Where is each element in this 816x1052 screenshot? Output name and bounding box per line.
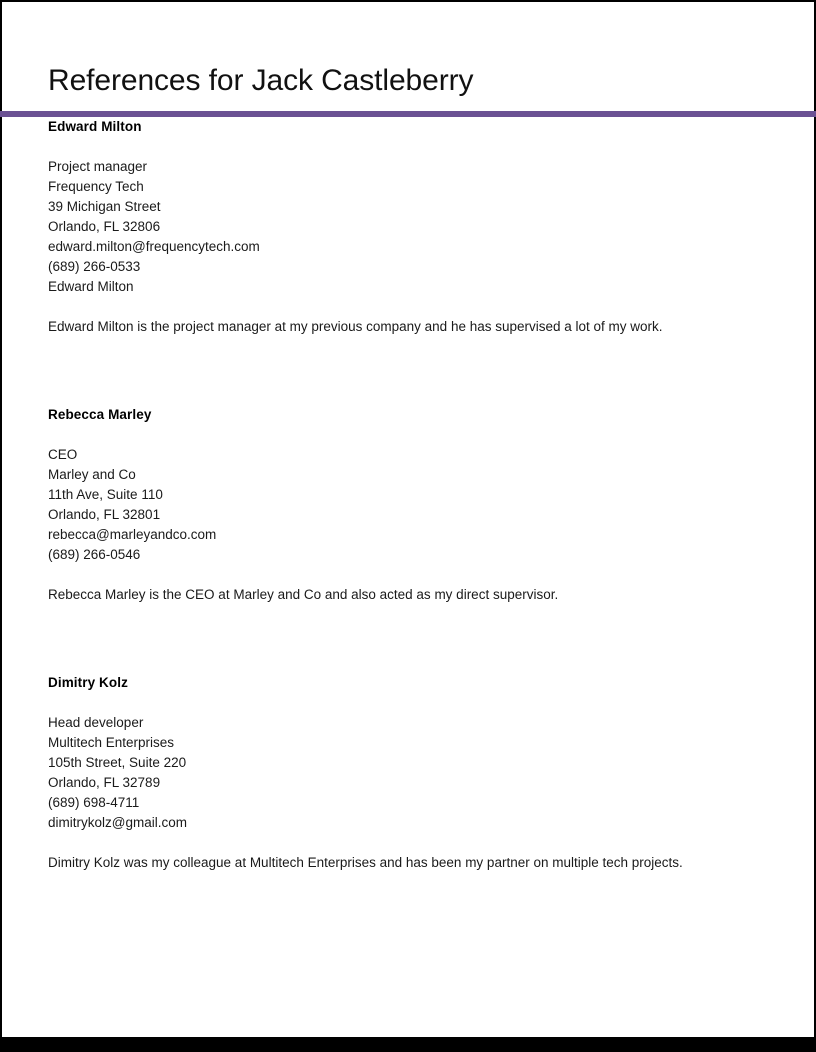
- page-border-bottom: [0, 1037, 816, 1052]
- reference-detail-line: (689) 698-4711: [48, 795, 140, 810]
- reference-entry: [0, 405, 816, 605]
- reference-detail-line: (689) 266-0546: [48, 547, 141, 562]
- reference-detail-line: CEO: [48, 447, 78, 462]
- reference-name: Dimitry Kolz: [48, 675, 128, 690]
- reference-detail-line: (689) 266-0533: [48, 259, 141, 274]
- reference-description: Rebecca Marley is the CEO at Marley and Co and also acted as my direct supervisor.: [48, 587, 559, 602]
- reference-name: Edward Milton: [48, 119, 142, 134]
- reference-contact-details: [48, 157, 768, 297]
- reference-detail-line: Multitech Enterprises: [48, 735, 175, 750]
- reference-name: Rebecca Marley: [48, 407, 152, 422]
- reference-detail-line: edward.milton@frequencytech.com: [48, 239, 260, 254]
- reference-detail-line: 105th Street, Suite 220: [48, 755, 187, 770]
- reference-detail-line: Head developer: [48, 715, 144, 730]
- reference-contact-details: [48, 445, 768, 565]
- reference-detail-line: Marley and Co: [48, 467, 136, 482]
- reference-entry: [0, 673, 816, 873]
- reference-detail-line: Orlando, FL 32806: [48, 219, 161, 234]
- reference-detail-line: Frequency Tech: [48, 179, 144, 194]
- document-header: [0, 0, 816, 118]
- reference-detail-line: 11th Ave, Suite 110: [48, 487, 163, 502]
- reference-description: Dimitry Kolz was my colleague at Multitech Enterprises and has been my partner on multiple tech projects.: [48, 855, 683, 870]
- reference-detail-line: dimitrykolz@gmail.com: [48, 815, 187, 830]
- reference-detail-line: Project manager: [48, 159, 148, 174]
- reference-entry: [0, 117, 816, 337]
- reference-description: Edward Milton is the project manager at my previous company and he has supervised a lot of my work.: [48, 319, 663, 334]
- reference-detail-line: Edward Milton: [48, 279, 134, 294]
- reference-contact-details: [48, 713, 768, 833]
- references-list: [0, 117, 816, 873]
- reference-detail-line: rebecca@marleyandco.com: [48, 527, 217, 542]
- page-title: References for Jack Castleberry: [48, 64, 474, 97]
- reference-detail-line: Orlando, FL 32789: [48, 775, 161, 790]
- reference-detail-line: Orlando, FL 32801: [48, 507, 161, 522]
- reference-detail-line: 39 Michigan Street: [48, 199, 161, 214]
